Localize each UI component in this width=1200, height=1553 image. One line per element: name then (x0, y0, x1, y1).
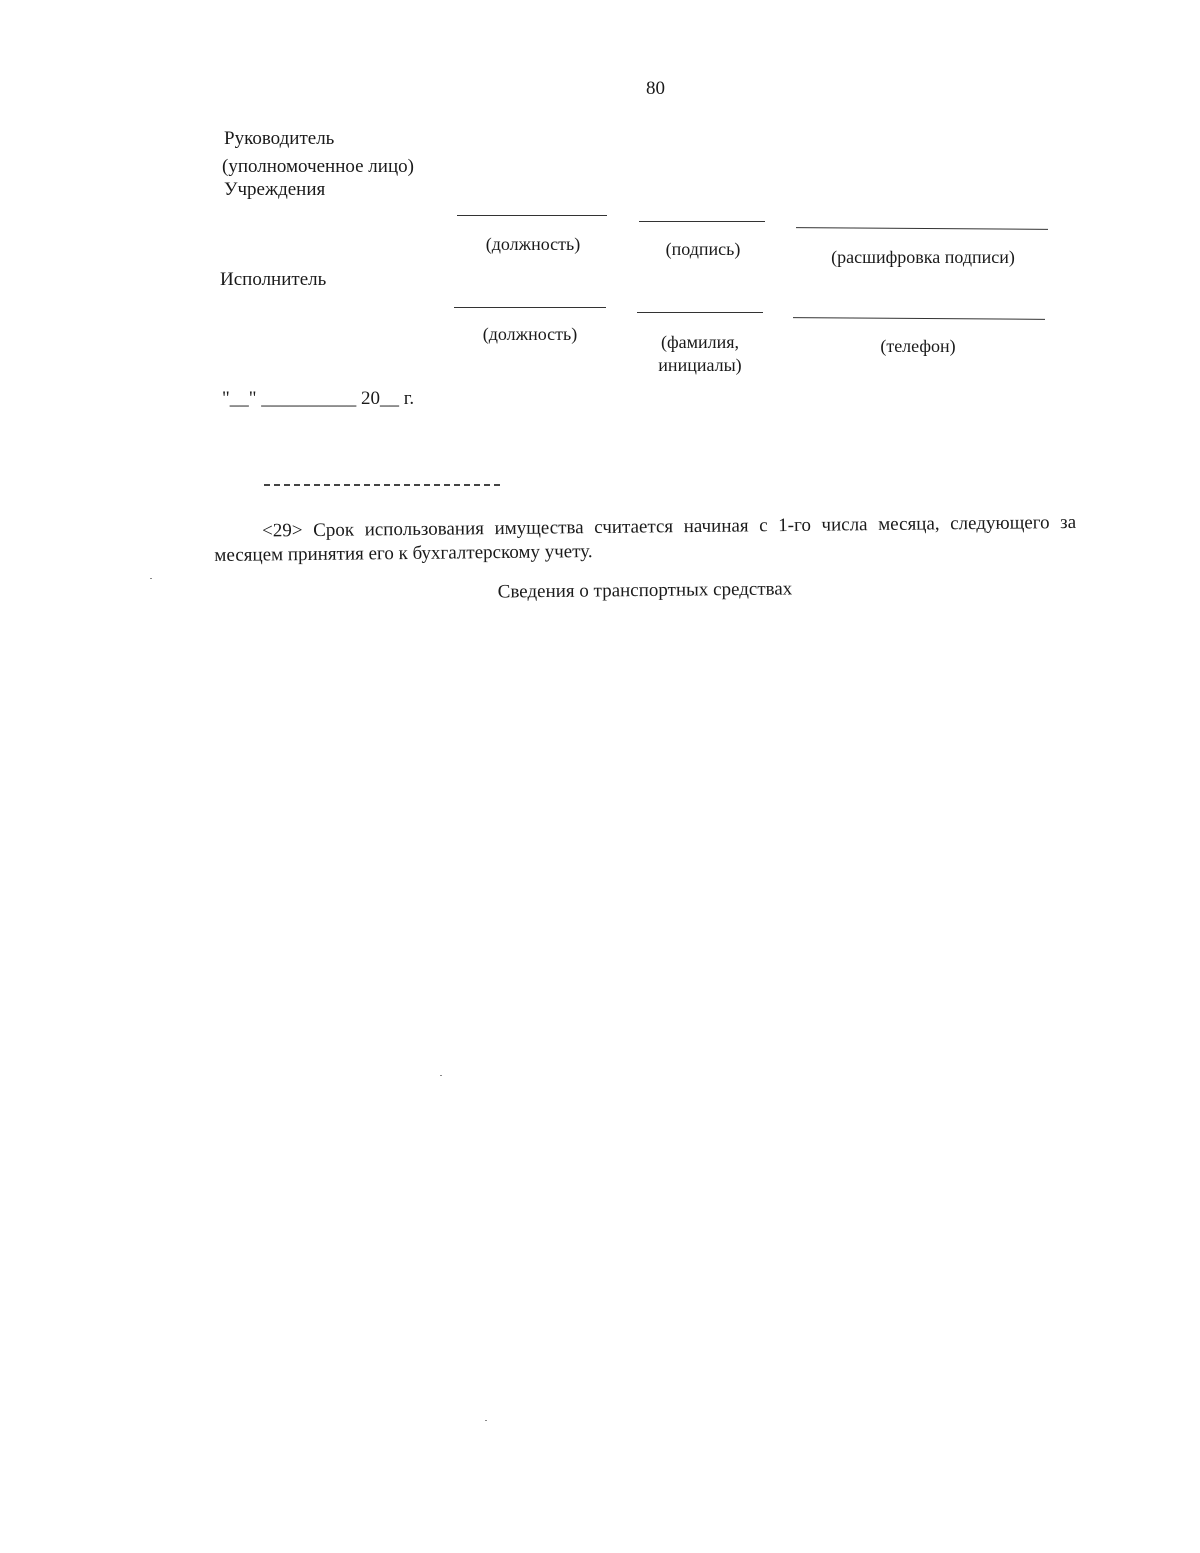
head-position-line (457, 215, 607, 216)
page-number: 80 (646, 78, 665, 99)
head-caption-signature: (подпись) (665, 239, 741, 259)
head-label-line3: Учреждения (224, 179, 326, 200)
executor-position-line (454, 307, 606, 308)
executor-caption-name-line2: инициалы) (658, 355, 742, 375)
executor-name-line (637, 312, 763, 313)
executor-label: Исполнитель (220, 269, 327, 290)
footnote-separator (264, 484, 500, 486)
head-label-line2: (уполномоченное лицо) (222, 156, 414, 177)
head-caption-position: (должность) (485, 234, 581, 254)
head-label-line1: Руководитель (224, 128, 335, 149)
footnote-29: <29> Срок использования имущества считается начиная с 1-го числа месяца, следующего за месяцем принятия его к бухгалтерскому учету. (214, 511, 1077, 566)
scan-speck (440, 1075, 442, 1076)
executor-caption-name-line1: (фамилия, (660, 332, 740, 352)
head-signature-line (639, 221, 765, 222)
head-decoding-line (796, 227, 1048, 230)
head-caption-decoding: (расшифровка подписи) (831, 247, 1015, 267)
scan-speck (485, 1420, 487, 1421)
date-line: "__" __________ 20__ г. (222, 388, 415, 409)
executor-phone-line (793, 317, 1045, 320)
executor-caption-position: (должность) (482, 324, 578, 344)
section-title: Сведения о транспортных средствах (497, 578, 793, 603)
executor-caption-phone: (телефон) (880, 336, 956, 356)
scan-speck (150, 578, 152, 579)
